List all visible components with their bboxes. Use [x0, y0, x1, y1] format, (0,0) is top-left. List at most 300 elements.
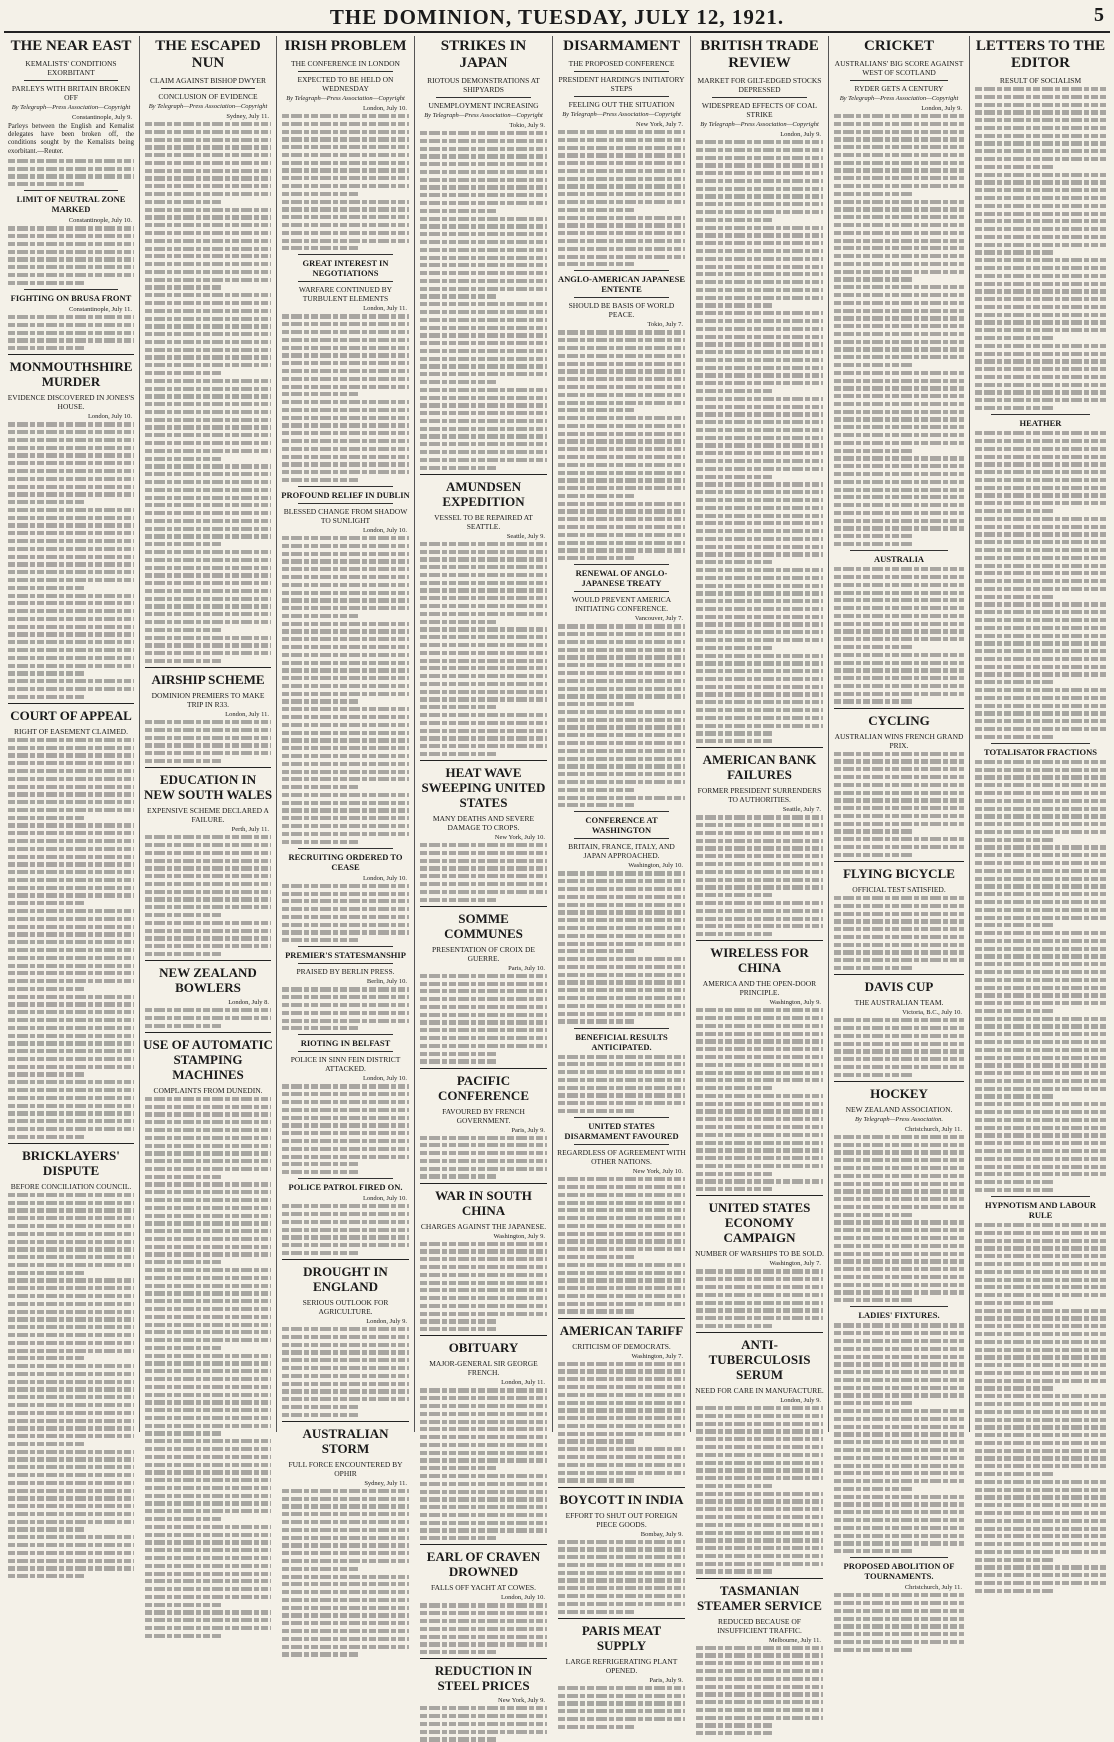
text-line	[420, 341, 547, 345]
text-line	[696, 552, 823, 556]
text-line	[558, 1401, 685, 1405]
text-line	[420, 1265, 547, 1269]
text-line	[8, 940, 134, 944]
text-line	[420, 666, 547, 670]
text-line	[975, 791, 1106, 795]
text-line	[834, 606, 964, 610]
text-line	[558, 1447, 685, 1451]
text-line	[558, 694, 685, 698]
text-line	[282, 1335, 409, 1339]
text-line	[834, 1034, 964, 1038]
text-line	[975, 1056, 1106, 1060]
article	[6, 38, 136, 186]
text-line	[975, 470, 1106, 474]
text-line	[696, 584, 823, 588]
text-line	[282, 346, 409, 350]
text-line	[696, 576, 823, 580]
subheadline: EVIDENCE DISCOVERED IN JONES'S HOUSE.	[7, 393, 135, 412]
text-line	[145, 1626, 271, 1630]
text-line	[145, 464, 271, 468]
text-line	[282, 215, 409, 219]
dateline: Bombay, July 9.	[640, 1530, 683, 1538]
text-line	[282, 168, 409, 172]
text-line	[282, 145, 409, 149]
text-line	[834, 1495, 964, 1499]
text-line	[696, 1406, 823, 1410]
text-line	[145, 184, 271, 188]
text-line	[696, 296, 823, 300]
text-line	[8, 531, 134, 535]
article-body-text	[420, 1388, 547, 1540]
heading-divider	[850, 80, 948, 81]
text-line	[145, 1323, 271, 1327]
article-body-text	[558, 330, 685, 560]
text-line	[282, 455, 409, 459]
subheadline: FULL FORCE ENCOUNTERED BY OPHIR	[288, 1459, 403, 1478]
text-line	[8, 562, 134, 566]
text-line	[8, 1465, 134, 1469]
text-line	[834, 511, 964, 515]
article-body-text	[420, 1242, 547, 1332]
text-line	[696, 1148, 823, 1152]
text-line	[558, 926, 685, 930]
article	[418, 1068, 549, 1179]
text-line	[834, 456, 964, 460]
text-line	[8, 769, 134, 773]
text-line	[558, 796, 685, 800]
article-body-text	[145, 1097, 271, 1638]
text-line	[145, 1354, 271, 1358]
text-line	[558, 1455, 685, 1459]
text-line	[8, 1481, 134, 1485]
text-line	[420, 573, 547, 577]
text-line	[558, 632, 685, 636]
byline: By Telegraph—Press Association.	[854, 1115, 944, 1123]
text-line	[145, 1447, 271, 1451]
article-divider	[574, 1117, 669, 1118]
column-4	[418, 36, 549, 1705]
text-line	[975, 916, 1106, 920]
text-line	[558, 1278, 685, 1282]
text-line	[696, 924, 823, 928]
article	[556, 270, 687, 560]
text-line	[558, 679, 685, 683]
text-line	[696, 459, 823, 463]
text-line	[8, 901, 84, 905]
dateline: London, July 9.	[921, 105, 962, 112]
article	[832, 974, 966, 1077]
text-line	[282, 915, 409, 919]
text-line	[8, 492, 134, 496]
text-line	[420, 1435, 547, 1439]
text-line	[696, 870, 823, 874]
text-line	[834, 1432, 964, 1436]
text-line	[8, 516, 134, 520]
text-line	[558, 1408, 685, 1412]
dateline: Washington, July 9.	[769, 999, 821, 1007]
heading-divider	[298, 1051, 393, 1052]
text-line	[975, 1102, 1106, 1106]
text-line	[282, 995, 409, 999]
text-line	[696, 1546, 823, 1550]
text-line	[282, 606, 409, 610]
text-line	[834, 806, 964, 810]
article-body-text	[420, 1603, 547, 1654]
text-line	[8, 1419, 134, 1423]
text-line	[975, 344, 1106, 348]
text-line	[696, 854, 823, 858]
text-line	[558, 973, 685, 977]
subheadline: RESULT OF SOCIALISM	[999, 76, 1082, 85]
text-line	[558, 1478, 634, 1482]
text-line	[975, 110, 1106, 114]
subheadline: MARKET FOR GILT-EDGED STOCKS DEPRESSED	[697, 76, 822, 94]
text-line	[834, 1440, 964, 1444]
text-line	[696, 1669, 823, 1673]
text-line	[834, 1417, 964, 1421]
text-line	[975, 509, 1054, 513]
text-line	[696, 1187, 772, 1191]
text-line	[696, 1039, 823, 1043]
text-line	[696, 878, 823, 882]
text-line	[282, 369, 409, 373]
article-divider	[558, 1618, 685, 1619]
text-line	[975, 173, 1106, 177]
text-line	[8, 1341, 134, 1345]
text-line	[8, 281, 84, 285]
text-line	[145, 1431, 221, 1435]
text-line	[975, 493, 1106, 497]
article-divider	[696, 747, 823, 748]
text-line	[145, 659, 221, 663]
text-line	[558, 138, 685, 142]
text-line	[8, 1096, 134, 1100]
text-line	[975, 1246, 1106, 1250]
text-line	[420, 357, 547, 361]
text-line	[282, 1343, 409, 1347]
text-line	[8, 1496, 134, 1500]
text-line	[696, 893, 772, 897]
text-line	[975, 1172, 1106, 1176]
text-line	[145, 1634, 221, 1638]
text-line	[558, 996, 685, 1000]
text-line	[696, 1102, 823, 1106]
dateline: New York, July 10.	[494, 834, 545, 842]
text-line	[975, 219, 1106, 223]
text-line	[696, 272, 823, 276]
text-line	[834, 332, 964, 336]
text-line	[696, 1646, 823, 1650]
text-line	[420, 1005, 547, 1009]
text-line	[8, 578, 134, 582]
text-line	[420, 372, 547, 376]
text-line	[558, 408, 634, 412]
article	[6, 190, 136, 285]
text-line	[834, 285, 964, 289]
text-line	[420, 1044, 547, 1048]
text-line	[145, 472, 271, 476]
text-line	[8, 1065, 134, 1069]
text-line	[696, 708, 823, 712]
text-line	[8, 438, 134, 442]
byline: By Telegraph—Press Association—Copyright	[286, 95, 405, 102]
text-line	[834, 622, 964, 626]
text-line	[975, 680, 1054, 684]
subheadline: CHARGES AGAINST THE JAPANESE.	[420, 1221, 547, 1231]
headline: REDUCTION IN STEEL PRICES	[434, 1663, 533, 1694]
text-line	[145, 1151, 271, 1155]
article-body-text	[282, 1084, 409, 1174]
text-line	[558, 223, 685, 227]
article	[694, 1332, 825, 1574]
text-line	[558, 988, 685, 992]
text-line	[145, 410, 271, 414]
text-line	[420, 1482, 547, 1486]
text-line	[8, 932, 134, 936]
dateline: Sydney, July 11.	[364, 1479, 407, 1487]
text-line	[834, 1182, 964, 1186]
text-line	[975, 1519, 1106, 1523]
text-line	[558, 416, 685, 420]
text-line	[558, 478, 685, 482]
text-line	[8, 1111, 134, 1115]
text-line	[558, 1271, 685, 1275]
text-line	[558, 1019, 634, 1023]
article-divider	[282, 1259, 409, 1260]
text-line	[420, 596, 547, 600]
text-line	[558, 1294, 685, 1298]
text-line	[420, 240, 547, 244]
text-line	[834, 798, 964, 802]
text-line	[696, 1179, 823, 1183]
text-line	[696, 599, 823, 603]
text-line	[282, 161, 409, 165]
text-line	[8, 242, 134, 246]
text-line	[696, 311, 823, 315]
text-line	[145, 223, 271, 227]
text-line	[696, 1499, 823, 1503]
text-line	[145, 153, 271, 157]
text-line	[145, 835, 271, 839]
subheadline: GREAT INTEREST IN NEGOTIATIONS	[302, 258, 389, 279]
text-line	[696, 1437, 823, 1441]
text-line	[696, 140, 823, 144]
dateline: New York, July 7.	[636, 121, 683, 128]
text-line	[696, 171, 823, 175]
text-line	[282, 322, 409, 326]
text-line	[8, 430, 134, 434]
text-line	[420, 1627, 547, 1631]
text-line	[975, 814, 1106, 818]
text-line	[558, 192, 685, 196]
text-line	[558, 1224, 685, 1228]
text-line	[696, 1269, 823, 1273]
text-line	[8, 265, 134, 269]
text-line	[696, 1554, 823, 1558]
text-line	[558, 1578, 685, 1582]
text-line	[975, 126, 1106, 130]
text-line	[975, 1565, 1106, 1569]
text-line	[834, 215, 964, 219]
article	[418, 760, 549, 902]
text-line	[975, 359, 1106, 363]
text-line	[558, 541, 685, 545]
text-line	[145, 1284, 271, 1288]
text-line	[145, 270, 271, 274]
text-line	[558, 494, 634, 498]
column-divider	[414, 36, 415, 1432]
article	[6, 289, 136, 350]
text-line	[696, 1016, 823, 1020]
text-line	[834, 1143, 964, 1147]
text-line	[696, 630, 823, 634]
text-line	[834, 896, 964, 900]
text-line	[282, 1170, 358, 1174]
text-line	[8, 995, 134, 999]
article	[280, 1178, 411, 1255]
text-line	[696, 692, 823, 696]
byline: By Telegraph—Press Association—Copyright	[562, 111, 681, 118]
text-line	[975, 649, 1106, 653]
text-line	[834, 1464, 964, 1468]
text-line	[975, 877, 1106, 881]
text-line	[975, 830, 1106, 834]
text-line	[975, 501, 1106, 505]
text-line	[834, 417, 964, 421]
text-line	[834, 433, 964, 437]
subheadline: THE CONFERENCE IN LONDON	[291, 59, 400, 68]
text-line	[834, 783, 964, 787]
text-line	[8, 1349, 134, 1353]
text-line	[558, 362, 685, 366]
text-line	[282, 1084, 409, 1088]
text-line	[975, 993, 1106, 997]
text-line	[145, 192, 271, 196]
text-line	[282, 1559, 409, 1563]
byline: By Telegraph—Press Association—Copyright	[700, 121, 819, 128]
text-line	[696, 917, 823, 921]
text-line	[975, 1581, 1106, 1585]
text-line	[558, 255, 685, 259]
text-line	[834, 1510, 964, 1514]
text-line	[282, 645, 409, 649]
text-line	[696, 669, 823, 673]
subheadline: HEATHER	[1019, 418, 1062, 429]
text-line	[420, 866, 547, 870]
text-line	[558, 239, 685, 243]
article	[556, 564, 687, 807]
text-line	[975, 1433, 1106, 1437]
text-line	[282, 408, 409, 412]
text-line	[145, 371, 221, 375]
article	[418, 474, 549, 756]
text-line	[696, 218, 772, 222]
text-line	[834, 1252, 964, 1256]
text-line	[834, 277, 912, 281]
article-divider	[420, 1335, 547, 1336]
text-line	[145, 1470, 271, 1474]
subheadline: PARLEYS WITH BRITAIN BROKEN OFF	[11, 84, 131, 102]
text-line	[975, 1133, 1106, 1137]
text-line	[420, 147, 547, 151]
text-line	[975, 282, 1106, 286]
subheadline: KEMALISTS' CONDITIONS EXORBITANT	[25, 59, 117, 77]
text-line	[145, 301, 271, 305]
text-line	[282, 1567, 358, 1571]
text-line	[145, 851, 271, 855]
text-line	[834, 684, 964, 688]
text-line	[834, 1135, 964, 1139]
text-line	[420, 333, 547, 337]
text-line	[145, 558, 271, 562]
text-line	[145, 348, 271, 352]
text-line	[975, 305, 1106, 309]
text-line	[975, 1449, 1106, 1453]
text-line	[696, 1723, 772, 1727]
text-line	[282, 762, 409, 766]
article-divider	[420, 1183, 547, 1184]
text-line	[975, 367, 1106, 371]
text-line	[145, 628, 221, 632]
text-line	[8, 1434, 134, 1438]
text-line	[282, 754, 409, 758]
text-line	[975, 1386, 1054, 1390]
text-line	[558, 640, 685, 644]
text-line	[145, 589, 271, 593]
text-line	[8, 917, 134, 921]
text-line	[975, 1157, 1106, 1161]
article	[280, 1421, 411, 1657]
subheadline: FIGHTING ON BRUSA FRONT	[10, 293, 132, 303]
text-line	[420, 178, 547, 182]
text-line	[8, 1426, 134, 1430]
text-line	[834, 629, 964, 633]
text-line	[834, 1267, 964, 1271]
text-line	[145, 1198, 271, 1202]
text-line	[282, 938, 358, 942]
article-divider	[834, 974, 964, 975]
text-line	[696, 1653, 823, 1657]
text-line	[282, 1520, 409, 1524]
text-line	[696, 846, 823, 850]
text-line	[696, 591, 823, 595]
text-line	[558, 1701, 685, 1705]
text-line	[975, 1048, 1106, 1052]
text-line	[145, 1369, 271, 1373]
article	[280, 38, 411, 250]
text-line	[145, 1024, 221, 1028]
text-line	[975, 838, 1054, 842]
text-line	[8, 485, 134, 489]
text-line	[145, 293, 271, 297]
text-line	[834, 1290, 964, 1294]
text-line	[282, 1497, 409, 1501]
article-divider	[834, 1081, 964, 1082]
text-line	[834, 759, 964, 763]
text-line	[834, 1213, 912, 1217]
text-line	[558, 772, 685, 776]
text-line	[558, 871, 685, 875]
text-line	[145, 1144, 271, 1148]
text-line	[145, 215, 271, 219]
text-line	[975, 807, 1106, 811]
text-line	[420, 209, 496, 213]
text-line	[558, 879, 685, 883]
text-line	[420, 1412, 547, 1416]
text-line	[145, 1579, 271, 1583]
text-line	[834, 1049, 964, 1053]
subheadline: RIOTING IN BELFAST	[300, 1038, 391, 1049]
